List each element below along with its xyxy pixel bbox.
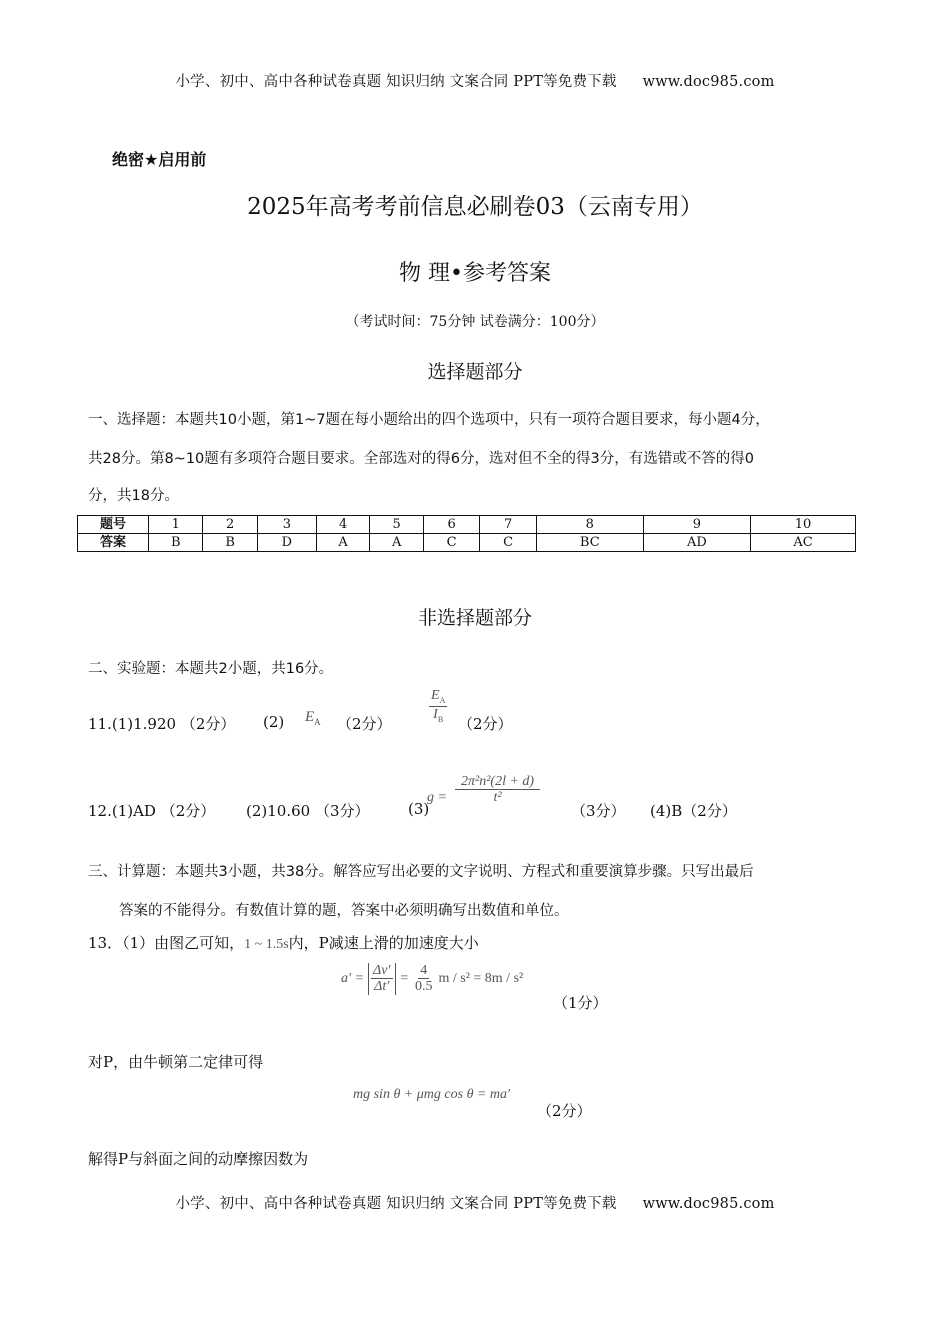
q13-line1-range: 1 ~ 1.5s <box>244 937 289 952</box>
q13-eq1-abs-num: Δv′ <box>373 963 391 978</box>
table-cell-number: 4 <box>316 516 370 534</box>
q11-score2: （2分） <box>458 715 513 733</box>
q12-formula-num: 2π²n²(2l + d) <box>455 774 540 790</box>
q11-fraction <box>429 688 447 724</box>
page-title: 2025年高考考前信息必刷卷03（云南专用） <box>247 194 703 220</box>
table-cell-answer: AC <box>751 534 856 552</box>
table-cell-number: 3 <box>257 516 316 534</box>
q13-eq1-score: （1分） <box>553 994 608 1012</box>
choice-intro-line1: 一、选择题：本题共10小题，第1~7题在每小题给出的四个选项中，只有一项符合题目要求，每小题4分， <box>88 412 770 428</box>
page-subtitle: 物 理•参考答案 <box>399 261 551 286</box>
choice-intro-line3: 分，共18分。 <box>88 488 179 504</box>
q11-part1: 11.(1)1.920 （2分） <box>88 715 236 733</box>
q11-score1: （2分） <box>337 715 392 733</box>
banner-site[interactable]: www.doc985.com <box>642 74 775 90</box>
choice-section-heading: 选择题部分 <box>427 361 523 383</box>
q12-formula <box>455 774 540 806</box>
q12-score3: （3分） <box>571 802 626 820</box>
q12-formula-den: t² <box>493 790 502 806</box>
table-cell-number: 10 <box>751 516 856 534</box>
q13-eq2-score: （2分） <box>537 1102 592 1120</box>
top-secret-label: 绝密★启用前 <box>112 150 207 169</box>
answer-table <box>77 515 856 552</box>
q13-eq1-abs-den: Δt′ <box>374 979 390 995</box>
banner-text: 小学、初中、高中各种试卷真题 知识归纳 文案合同 PPT等免费下载 <box>175 74 617 90</box>
table-cell-answer: BC <box>536 534 643 552</box>
table-cell-number: 8 <box>536 516 643 534</box>
footer-banner <box>0 1192 950 1213</box>
q12-part3-label: (3) <box>408 800 430 818</box>
q12-part1: 12.(1)AD （2分） <box>88 802 216 820</box>
table-cell-answer: AD <box>643 534 750 552</box>
header-banner <box>0 70 950 91</box>
table-cell-number: 5 <box>370 516 424 534</box>
q13-eq1-equals: = <box>399 970 409 986</box>
table-header-answer: 答案 <box>78 534 149 552</box>
q13-eq1-rhs: m / s² = 8m / s² <box>438 970 524 986</box>
table-cell-answer: D <box>257 534 316 552</box>
q11-frac-num: E <box>431 688 440 703</box>
q12-part2: (2)10.60 （3分） <box>246 802 370 820</box>
table-cell-answer: B <box>203 534 257 552</box>
q13-eq1-den: 0.5 <box>414 979 433 995</box>
nonchoice-section-heading: 非选择题部分 <box>417 607 532 629</box>
q13-line1-suffix: 内，P减速上滑的加速度大小 <box>288 934 479 952</box>
q13-equation1 <box>341 963 523 995</box>
q13-line1 <box>88 932 479 953</box>
q13-line3: 解得P与斜面之间的动摩擦因数为 <box>88 1150 309 1168</box>
q11-frac-num-sub: A <box>439 695 446 705</box>
q13-equation2: mg sin θ + μmg cos θ = ma′ <box>353 1087 511 1102</box>
table-cell-answer: B <box>149 534 203 552</box>
q11-expr1-sub: A <box>314 717 321 727</box>
exam-info: （考试时间：75分钟 试卷满分：100分） <box>345 314 605 330</box>
table-cell-number: 6 <box>423 516 479 534</box>
experiment-intro: 二、实验题：本题共2小题，共16分。 <box>88 661 334 677</box>
table-cell-answer: C <box>480 534 536 552</box>
table-cell-number: 9 <box>643 516 750 534</box>
q13-line2: 对P，由牛顿第二定律可得 <box>88 1053 264 1071</box>
table-cell-answer: A <box>370 534 424 552</box>
q11-part2-label: (2) <box>263 713 285 731</box>
q12-formula-lhs: g = <box>427 790 447 805</box>
table-cell-number: 2 <box>203 516 257 534</box>
table-cell-number: 1 <box>149 516 203 534</box>
q13-eq1-lhs: a′ = <box>341 970 365 986</box>
footer-banner-text: 小学、初中、高中各种试卷真题 知识归纳 文案合同 PPT等免费下载 <box>175 1196 617 1212</box>
choice-intro-line2: 共28分。第8~10题有多项符合题目要求。全部选对的得6分，选对但不全的得3分，有选错或不答的得0 <box>88 451 754 467</box>
table-header-number: 题号 <box>78 516 149 534</box>
calc-intro-line1: 三、计算题：本题共3小题，共38分。解答应写出必要的文字说明、方程式和重要演算步骤。只写出最后 <box>88 864 754 880</box>
q13-eq1-abs <box>368 963 396 995</box>
table-row-numbers <box>78 516 856 534</box>
calc-intro-line2: 答案的不能得分。有数值计算的题，答案中必须明确写出数值和单位。 <box>119 903 569 919</box>
table-cell-answer: A <box>316 534 370 552</box>
q11-frac-den-sub: B <box>437 714 444 724</box>
q13-eq1-num: 4 <box>420 963 428 978</box>
table-cell-number: 7 <box>480 516 536 534</box>
q11-frac-den: I <box>433 706 438 722</box>
q11-expr1 <box>305 709 321 727</box>
q12-part4: (4)B（2分） <box>650 802 737 820</box>
table-cell-answer: C <box>423 534 479 552</box>
footer-banner-site[interactable]: www.doc985.com <box>642 1196 775 1212</box>
q13-line1-prefix: 13．（1）由图乙可知， <box>88 934 245 952</box>
table-row-answers <box>78 534 856 552</box>
q11-expr1-symbol: E <box>305 709 315 725</box>
